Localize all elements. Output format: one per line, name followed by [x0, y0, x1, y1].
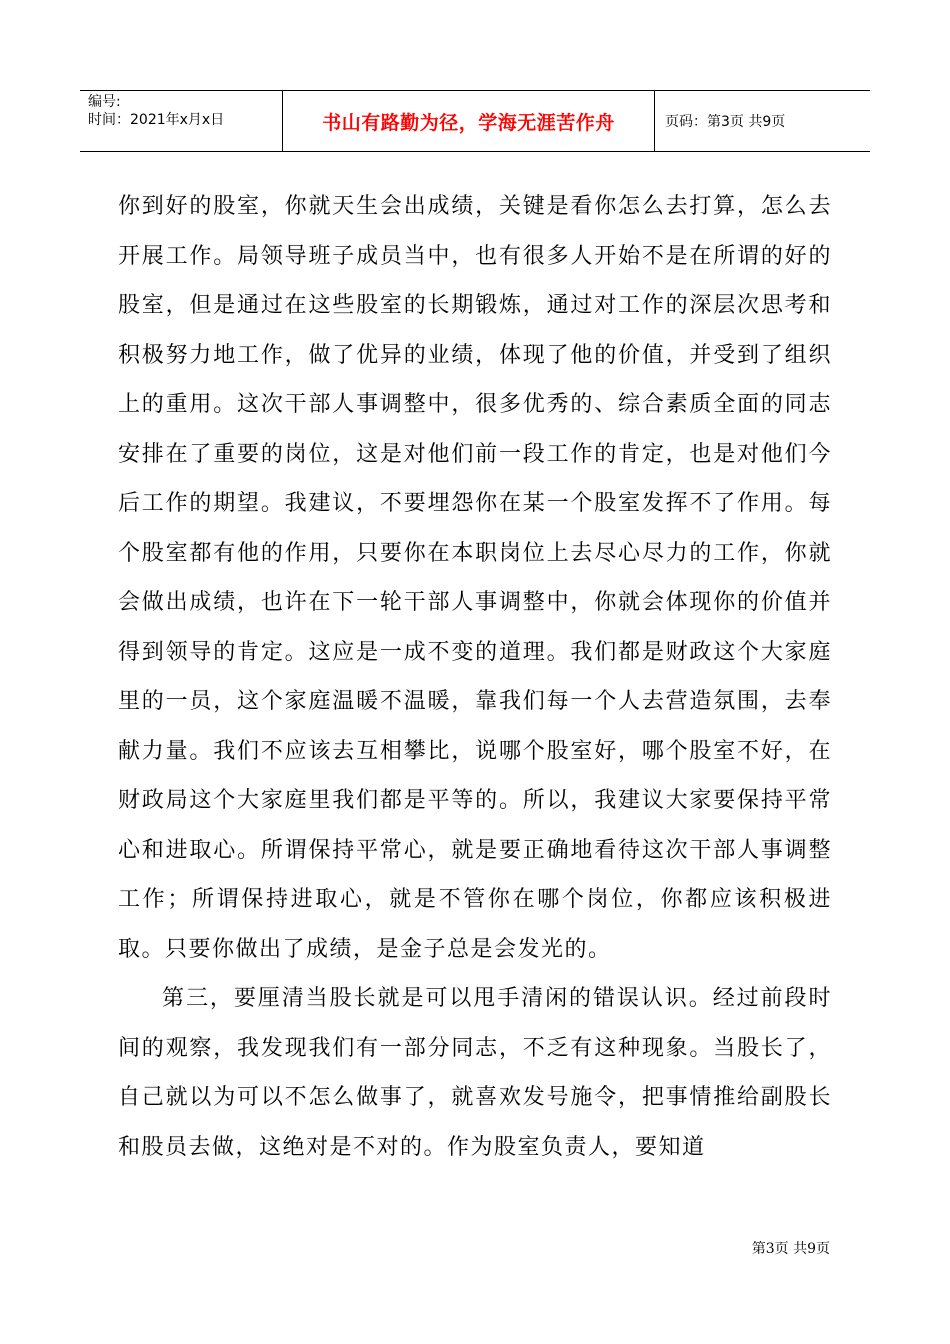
page-footer: 第3页 共9页: [751, 1241, 830, 1257]
time-label: 时间：2021年x月x日: [88, 112, 225, 128]
document-header: [80, 90, 870, 152]
header-motto-cell: [283, 91, 655, 151]
document-body: [118, 182, 832, 1172]
header-meta-cell: [80, 91, 283, 151]
serial-number-label: 编号:: [88, 94, 121, 110]
header-page-cell: [655, 91, 870, 151]
body-paragraph-continued: 你到好的股室，你就天生会出成绩，关键是看你怎么去打算，怎么去开展工作。局领导班子成员当中，也有很多人开始不是在所谓的好的股室，但是通过在这些股室的长期锻炼，通过对工作的深层次思考和积极努力地工作，做了优异的业绩，体现了他的价值，并受到了组织上的重用。这次干部人事调整中，很多优秀的、综合素质全面的同志安排在了重要的岗位，这是对他们前一段工作的肯定，也是对他们今后工作的期望。我建议，不要埋怨你在某一个股室发挥不了作用。每个股室都有他的作用，只要你在本职岗位上去尽心尽力的工作，你就会做出成绩，也许在下一轮干部人事调整中，你就会体现你的价值并得到领导的肯定。这应是一成不变的道理。我们都是财政这个大家庭里的一员，这个家庭温暖不温暖，靠我们每一个人去营造氛围，去奉献力量。我们不应该去互相攀比，说哪个股室好，哪个股室不好，在财政局这个大家庭里我们都是平等的。所以，我建议大家要保持平常心和进取心。所谓保持平常心，就是要正确地看待这次干部人事调整工作；所谓保持进取心，就是不管你在哪个岗位，你都应该积极进取。只要你做出了成绩，是金子总是会发光的。: [118, 194, 832, 962]
header-page-label: 页码：第3页 共9页: [665, 114, 786, 130]
motto-text: 书山有路勤为径，学海无涯苦作舟: [322, 111, 615, 134]
body-paragraph-third-point: 第三，要厘清当股长就是可以甩手清闲的错误认识。经过前段时间的观察，我发现我们有一部分同志，不乏有这种现象。当股长了，自己就以为可以不怎么做事了，就喜欢发号施令，把事情推给副股长和股员去做，这绝对是不对的。作为股室负责人，要知道: [118, 986, 832, 1160]
